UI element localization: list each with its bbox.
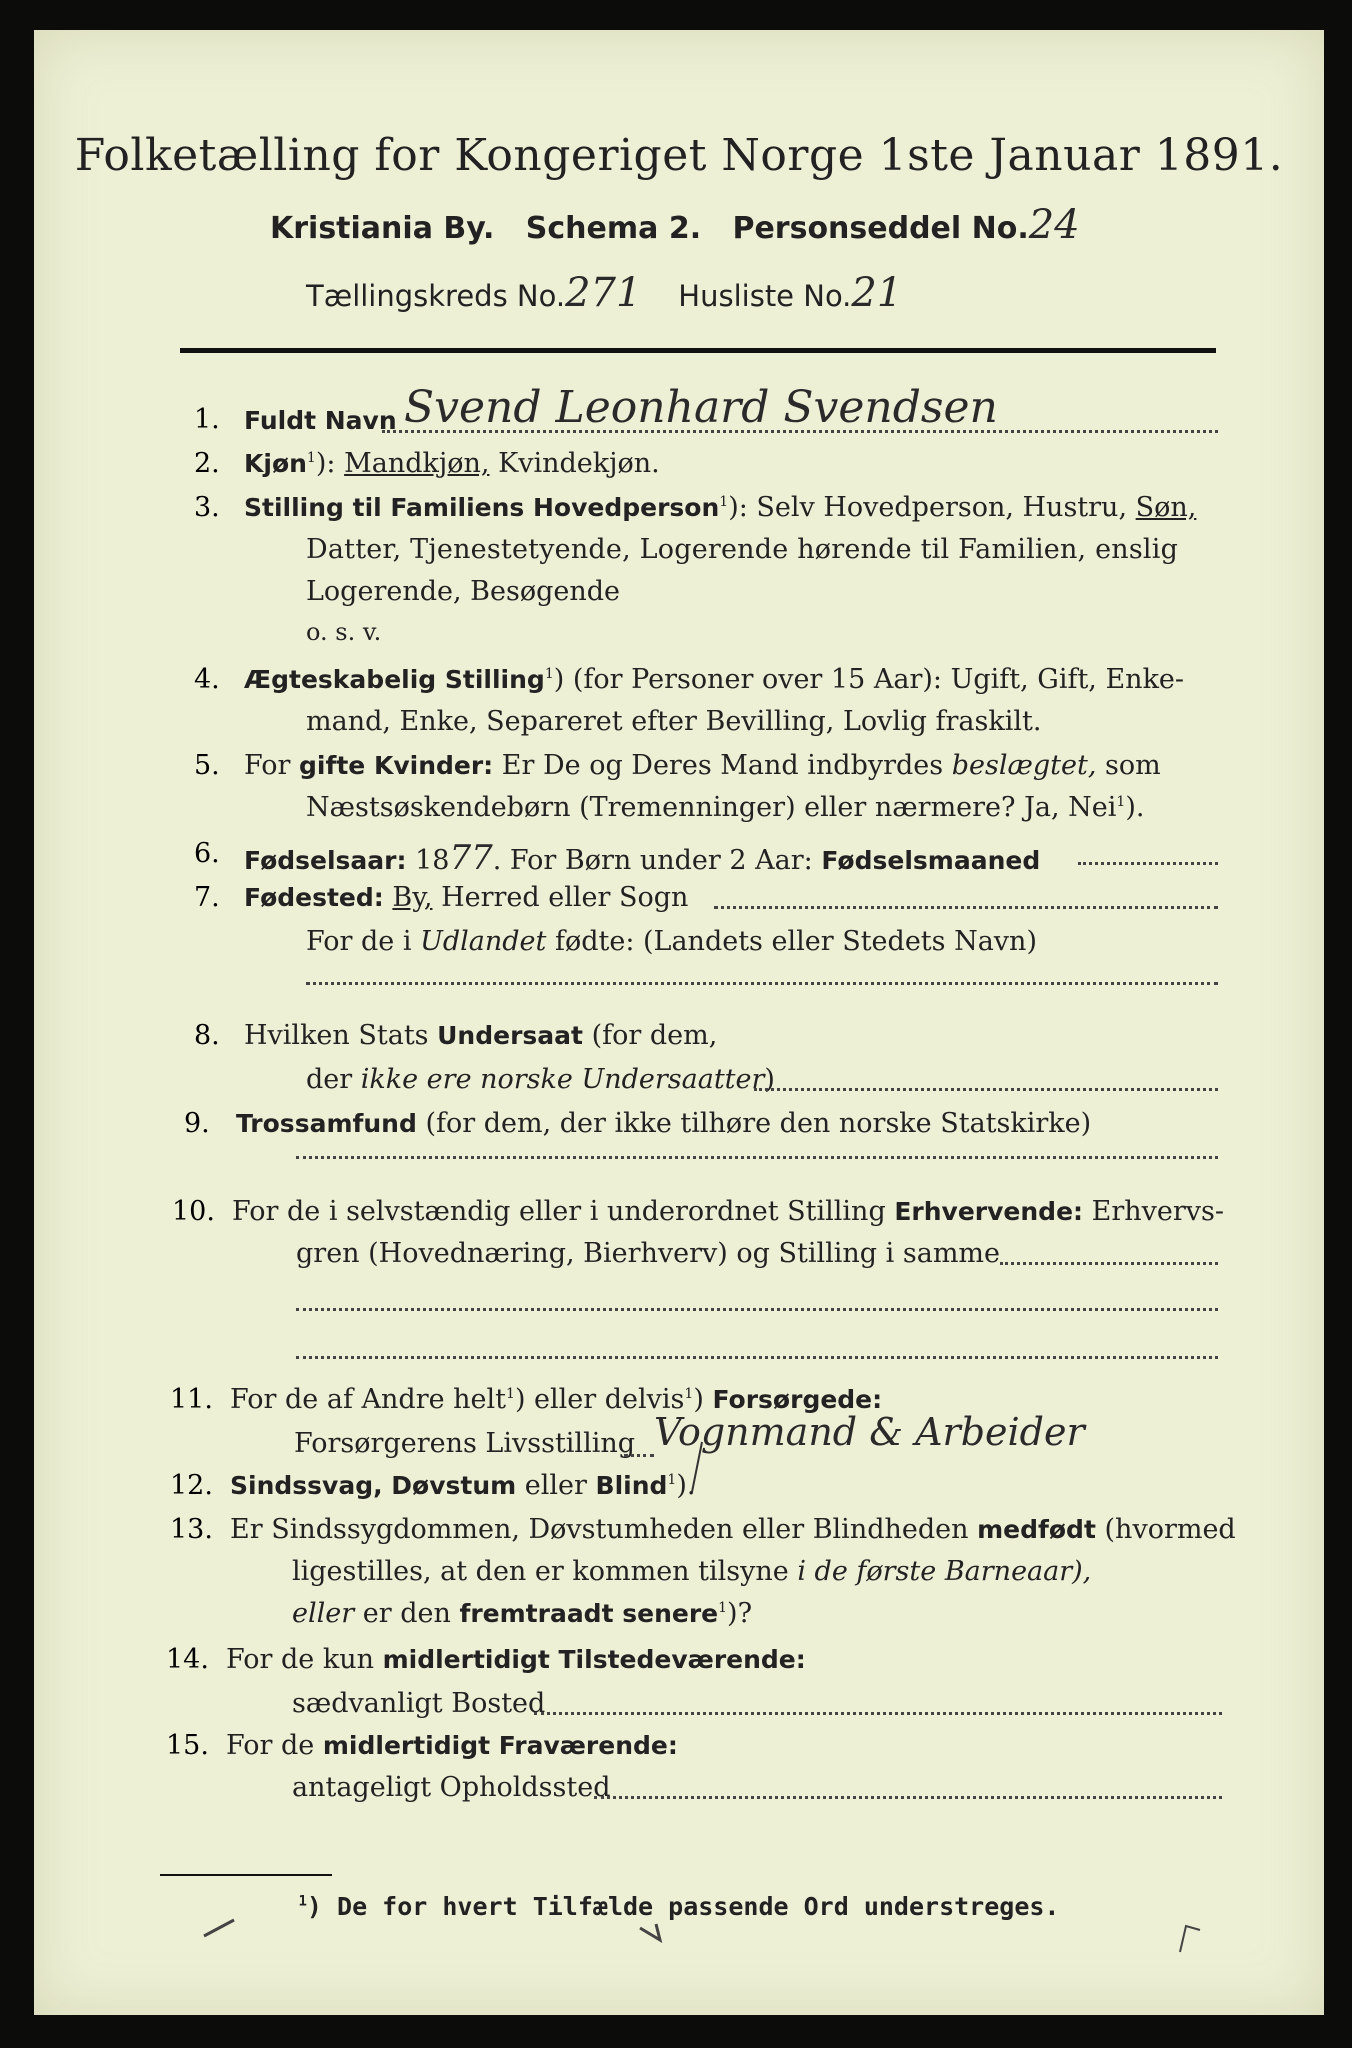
field-row-14-line-2: sædvanligt Bosted [292,1688,546,1719]
field-row-6: Fødselsaar: 1877. For Børn under 2 Aar: Fødselsmaaned [244,838,1041,878]
option-by: By, [392,882,433,913]
field-number-1: 1. [194,404,220,435]
field-label-sex: Kjøn [244,449,307,478]
field-row-15: For de midlertidigt Fraværende: [226,1730,678,1761]
field-number-7: 7. [194,882,220,913]
husliste-number: 21 [851,270,903,316]
field-value-birthyear: 77 [449,838,493,878]
field-row-5-line-2: Næstsøskendebørn (Tremenninger) eller nærmere? Ja, Nei$^1$). [306,792,1145,823]
kreds-number: 271 [565,270,642,316]
field-row-3: Stilling til Familiens Hovedperson$^1$): Selv Hovedperson, Hustru, Søn, [244,492,1197,523]
field-row-11-line-2: Forsørgerens Livsstilling [294,1428,636,1459]
option-son: Søn, [1135,492,1197,523]
city: Kristiania By. [270,211,495,246]
field-row-10-line-2: gren (Hovednæring, Bierhverv) og Stilling i samme [296,1238,1001,1269]
husliste-label: Husliste No. [678,279,852,313]
field-label-birthplace: Fødested: [244,883,384,912]
field-row-2: Kjøn$^1$): Mandkjøn, Kvindekjøn. [244,448,660,479]
field-row-8-line-2: der ikke ere norske Undersaatter) [306,1064,775,1095]
option-kvindekjon: Kvindekjøn. [498,448,660,479]
field-row-15-line-2: antageligt Opholdssted [292,1772,611,1803]
footnote: $^1$) De for hvert Tilfælde passende Ord understreges. [298,1892,1060,1921]
form-title: Folketælling for Kongeriget Norge 1ste Januar 1891. [74,130,1284,181]
field-number-12: 12. [170,1470,213,1501]
field-label-religion: Trossamfund [236,1109,417,1138]
field-row-13-line-2: ligestilles, at den er kommen tilsyne i de første Barneaar), [292,1556,1092,1587]
census-form [34,30,1324,2015]
pencil-mark-center [640,1924,660,1940]
field-number-15: 15. [166,1730,209,1761]
kreds-label: Tællingskreds No. [306,279,566,313]
field-value-name: Svend Leonhard Svendsen [404,382,998,433]
field-label-marital: Ægteskabelig Stilling [244,665,545,694]
field-row-13-line-3: eller er den fremtraadt senere$^1$)? [292,1598,753,1629]
field-row-11: For de af Andre helt$^1$) eller delvis$^1$) Forsørgede: [230,1384,883,1415]
option-mandkjon: Mandkjøn, [344,448,490,479]
field-row-9: Trossamfund (for dem, der ikke tilhøre den norske Statskirke) [236,1108,1092,1139]
field-value-provider-occupation: Vognmand & Arbeider [654,1410,1085,1454]
field-number-10: 10. [172,1196,215,1227]
field-number-14: 14. [166,1644,209,1675]
field-number-2: 2. [194,448,220,479]
field-label-name: Fuldt Navn [244,406,397,435]
field-number-11: 11. [170,1384,213,1415]
field-row-3-line-3: Logerende, Besøgende [306,576,620,607]
field-row-4-line-2: mand, Enke, Separeret efter Bevilling, Lovlig fraskilt. [306,706,1042,737]
field-row-12: Sindssvag, Døvstum eller Blind$^1$). [230,1470,696,1501]
field-number-4: 4. [194,664,220,695]
field-row-8: Hvilken Stats Undersaat (for dem, [244,1020,718,1051]
field-label-position: Stilling til Familiens Hovedperson [244,493,720,522]
field-row-14: For de kun midlertidigt Tilstedeværende: [226,1644,806,1675]
field-label-married-women: gifte Kvinder: [299,751,494,780]
personseddel-number: 24 [1028,202,1080,248]
field-row-7-line-2: For de i Udlandet fødte: (Landets eller Stedets Navn) [306,926,1037,957]
field-row-13: Er Sindssygdommen, Døvstumheden eller Blindheden medfødt (hvormed [230,1514,1236,1545]
field-row-4: Ægteskabelig Stilling$^1$) (for Personer over 15 Aar): Ugift, Gift, Enke- [244,664,1185,695]
field-number-8: 8. [194,1020,220,1051]
field-number-5: 5. [194,750,220,781]
pencil-marks [34,30,1324,2015]
schema: Schema 2. [525,211,702,246]
field-number-9: 9. [184,1108,210,1139]
field-label-birthyear: Fødselsaar: [244,846,407,875]
field-number-6: 6. [194,838,220,869]
pencil-mark-right [1180,1926,1200,1952]
field-row-5: For gifte Kvinder: Er De og Deres Mand indbyrdes beslægtet, som [244,750,1161,781]
field-row-3-line-2: Datter, Tjenestetyende, Logerende hørende til Familien, enslig [306,534,1179,565]
field-row-3-line-4: o. s. v. [306,618,382,646]
pencil-mark-left [204,1920,234,1936]
field-row-10: For de i selvstændig eller i underordnet Stilling Erhvervende: Erhvervs- [232,1196,1225,1227]
personseddel-label: Personseddel No. [732,211,1029,246]
field-number-13: 13. [170,1514,213,1545]
field-row-7: Fødested: By, Herred eller Sogn [244,882,689,913]
field-number-3: 3. [194,492,220,523]
ink-stroke [692,1442,702,1492]
